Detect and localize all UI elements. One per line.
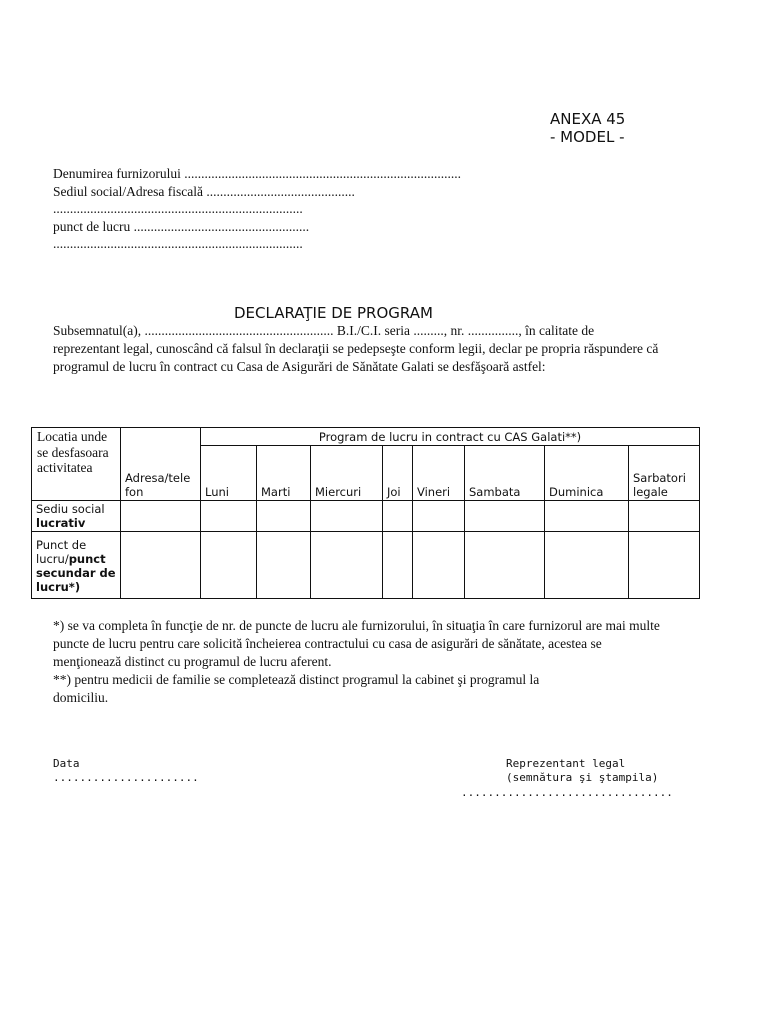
row-label-normal: Punct de lucru/ xyxy=(36,538,87,566)
signature-field[interactable]: ................................ xyxy=(461,786,673,799)
program-table xyxy=(31,427,700,599)
row-label-bold: punct secundar de lucru*) xyxy=(36,552,116,594)
footnote-line: domiciliu. xyxy=(53,690,109,705)
table-cell[interactable] xyxy=(311,501,383,532)
table-cell[interactable] xyxy=(465,501,545,532)
annex-title: ANEXA 45 xyxy=(550,110,626,128)
day-header-miercuri: Miercuri xyxy=(311,446,383,501)
table-cell[interactable] xyxy=(311,532,383,599)
footnotes xyxy=(53,617,765,707)
representative-block xyxy=(506,757,658,785)
date-label: Data xyxy=(53,757,80,770)
table-cell[interactable] xyxy=(121,501,201,532)
table-cell[interactable] xyxy=(201,501,257,532)
declaration-title: DECLARAŢIE DE PROGRAM xyxy=(234,304,433,322)
declaration-line: Subsemnatul(a), ........................................................ B.I./C.I. seria ........., nr. ..............., în calitate de xyxy=(53,323,595,338)
supplier-info xyxy=(53,165,461,253)
date-block xyxy=(53,757,199,785)
day-header-sambata: Sambata xyxy=(465,446,545,501)
table-cell[interactable] xyxy=(257,532,311,599)
table-cell[interactable] xyxy=(121,532,201,599)
representative-label: Reprezentant legal xyxy=(506,757,626,770)
day-header-marti: Marti xyxy=(257,446,311,501)
table-cell[interactable] xyxy=(201,532,257,599)
table-row xyxy=(32,532,700,599)
address-header: Adresa/tele fon xyxy=(121,428,201,501)
location-header: Locatia unde se desfasoara activitatea xyxy=(32,428,121,501)
declaration-body xyxy=(53,322,753,376)
table-cell[interactable] xyxy=(629,532,700,599)
declaration-line: programul de lucru în contract cu Casa de Asigurări de Sănătate Galati se desfăşoară astfel: xyxy=(53,359,546,374)
annex-header xyxy=(550,110,625,146)
program-header: Program de lucru in contract cu CAS Galati**) xyxy=(201,428,700,446)
signature-stamp-label: (semnătura şi ştampila) xyxy=(506,771,659,784)
footnote-line: menţionează distinct cu programul de lucru aferent. xyxy=(53,654,332,669)
row-label-punct xyxy=(32,532,121,599)
table-cell[interactable] xyxy=(465,532,545,599)
day-header-luni: Luni xyxy=(201,446,257,501)
table-cell[interactable] xyxy=(383,532,413,599)
table-cell[interactable] xyxy=(413,532,465,599)
table-cell[interactable] xyxy=(413,501,465,532)
day-header-duminica: Duminica xyxy=(545,446,629,501)
date-field[interactable]: ...................... xyxy=(53,771,199,784)
row-label-bold: lucrativ xyxy=(36,516,86,530)
supplier-name-line: Denumirea furnizorului .................................................................................. xyxy=(53,166,461,181)
declaration-line: reprezentant legal, cunoscând că falsul în declaraţii se pedepseşte conform legii, declar pe propria răspundere că xyxy=(53,341,659,356)
row-label-sediu xyxy=(32,501,121,532)
row-label-normal: Sediu social xyxy=(36,502,105,516)
day-header-vineri: Vineri xyxy=(413,446,465,501)
annex-model: - MODEL - xyxy=(550,128,625,146)
supplier-blank-line: .......................................................................... xyxy=(53,236,303,251)
table-cell[interactable] xyxy=(629,501,700,532)
table-cell[interactable] xyxy=(383,501,413,532)
supplier-hq-line: Sediul social/Adresa fiscală ............................................ xyxy=(53,183,355,199)
table-cell[interactable] xyxy=(545,532,629,599)
supplier-work-point-line: punct de lucru .................................................... xyxy=(53,218,310,234)
table-cell[interactable] xyxy=(257,501,311,532)
footnote-line: **) pentru medicii de familie se completează distinct programul la cabinet şi programul la xyxy=(53,672,540,687)
table-cell[interactable] xyxy=(545,501,629,532)
footnote-line: puncte de lucru pentru care solicită încheierea contractului cu casa de asigurări de sănătate, acestea se xyxy=(53,636,602,651)
day-header-sarbatori: Sarbatori legale xyxy=(629,446,700,501)
day-header-joi: Joi xyxy=(383,446,413,501)
supplier-blank-line: .......................................................................... xyxy=(53,201,303,216)
table-row xyxy=(32,501,700,532)
footnote-line: *) se va completa în funcţie de nr. de puncte de lucru ale furnizorului, în situaţia în care furnizorul are mai multe xyxy=(53,618,660,633)
